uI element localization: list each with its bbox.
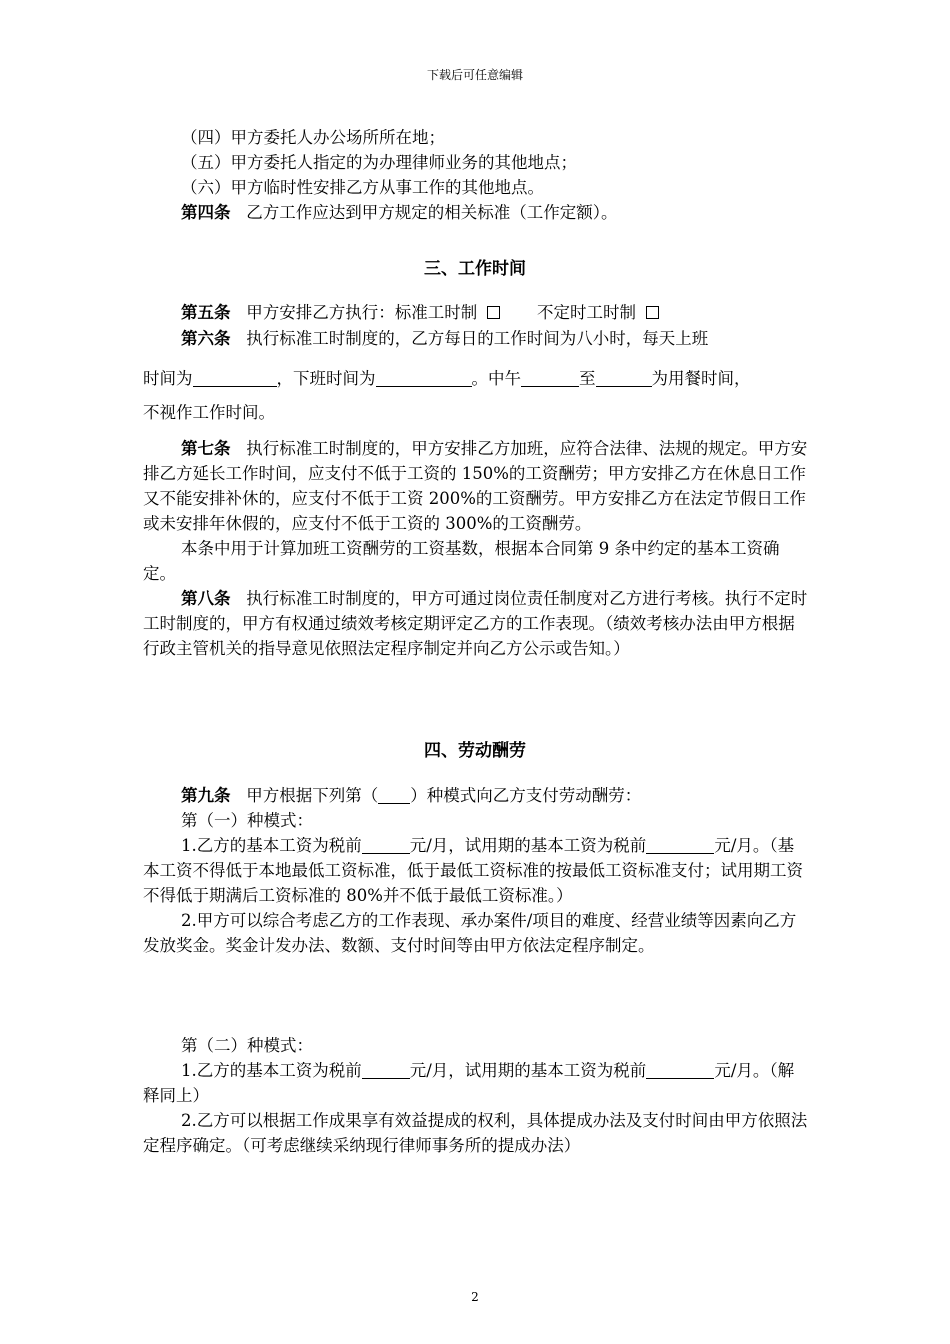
article-label: 第七条 [181, 439, 231, 458]
text-segment: ，下班时间为 [276, 369, 376, 388]
article-7-note: 本条中用于计算加班工资酬劳的工资基数，根据本合同第 9 条中约定的基本工资确定。 [143, 539, 780, 583]
text-segment: 。中午 [471, 369, 521, 388]
text-segment: 不视作工作时间。 [143, 403, 275, 422]
text-segment: 1.乙方的基本工资为税前 [181, 1061, 362, 1080]
mode-1-title: 第（一）种模式： [181, 811, 313, 830]
flexible-hours-checkbox[interactable] [646, 306, 659, 319]
text-segment: 时间为 [143, 369, 193, 388]
article-6-line3 [143, 400, 808, 425]
article-label: 第五条 [181, 303, 231, 322]
section-title-remuneration: 四、劳动酬劳 [424, 741, 526, 761]
option-label: 不定时工时制 [536, 303, 636, 322]
article-7 [143, 436, 808, 661]
base-salary-blank[interactable] [362, 1060, 410, 1079]
section-title-work-time: 三、工作时间 [424, 259, 526, 279]
list-item: （五）甲方委托人指定的为办理律师业务的其他地点； [181, 153, 577, 172]
list-item: （四）甲方委托人办公场所所在地； [181, 128, 445, 147]
article-8-text: 执行标准工时制度的，甲方可通过岗位责任制度对乙方进行考核。执行不定时工时制度的，甲方有权通过绩效考核定期评定乙方的工作表现。（绩效考核办法由甲方根据行政主管机关的指导意见依照法定程序制定并向乙方公示或告知。） [143, 589, 808, 658]
text-segment: 元/月，试用期的基本工资为税前 [409, 836, 647, 855]
article-text: 执行标准工时制度的，甲方安排乙方加班，应符合法律、法规的规定。甲方安排乙方延长工作时间，应支付不低于工资的 150%的工资酬劳；甲方安排乙方在休息日工作又不能安排补休的，应支付不低于工资 200%的工资酬劳。甲方安排乙方在法定节假日工作或未安排年休假的，应支付不低于工资的 300%的工资酬劳。 [143, 439, 808, 533]
mode-2-commission: 2.乙方可以根据工作成果享有效益提成的权利，具体提成办法及支付时间由甲方依照法定程序确定。（可考虑继续采纳现行律师事务所的提成办法） [143, 1111, 808, 1155]
article-6 [143, 326, 808, 351]
article-9 [143, 783, 808, 958]
mode-2 [143, 1033, 808, 1158]
text-segment: 元/月。（解释同上） [143, 1061, 795, 1105]
article-label: 第九条 [181, 786, 231, 805]
text-segment: 甲方根据下列第（ [246, 786, 379, 805]
probation-salary-blank[interactable] [646, 1060, 714, 1079]
text-segment: 元/月，试用期的基本工资为税前 [409, 1061, 647, 1080]
list-item: （六）甲方临时性安排乙方从事工作的其他地点。 [181, 178, 544, 197]
text-segment: 至 [579, 369, 596, 388]
base-salary-blank[interactable] [362, 835, 410, 854]
mode-2-title: 第（二）种模式： [181, 1036, 313, 1055]
end-time-blank[interactable] [376, 368, 472, 387]
text-segment: 1.乙方的基本工资为税前 [181, 836, 362, 855]
work-location-list [143, 125, 808, 225]
article-6-line2 [143, 366, 808, 391]
lunch-start-blank[interactable] [521, 368, 579, 387]
article-label: 第八条 [181, 589, 231, 608]
article-text: 执行标准工时制度的，乙方每日的工作时间为八小时，每天上班 [246, 329, 709, 348]
article-text: 甲方安排乙方执行：标准工时制 [246, 303, 478, 322]
mode-number-blank[interactable] [378, 785, 410, 804]
article-label: 第六条 [181, 329, 231, 348]
page-header: 下载后可任意编辑 [426, 68, 523, 82]
lunch-end-blank[interactable] [596, 368, 652, 387]
probation-salary-blank[interactable] [646, 835, 714, 854]
text-segment: 元/月。（基本工资不得低于本地最低工资标准，低于最低工资标准的按最低工资标准支付；试用期工资不得低于期满后工资标准的 80%并不低于最低工资标准。） [143, 836, 803, 905]
article-label: 第四条 [181, 203, 231, 222]
article-5 [143, 300, 808, 325]
mode-1-bonus: 2.甲方可以综合考虑乙方的工作表现、承办案件/项目的难度、经营业绩等因素向乙方发放奖金。奖金计发办法、数额、支付时间等由甲方依法定程序制定。 [143, 911, 797, 955]
text-segment: 为用餐时间， [651, 369, 751, 388]
standard-hours-checkbox[interactable] [487, 306, 500, 319]
article-text: 乙方工作应达到甲方规定的相关标准（工作定额）。 [246, 203, 618, 222]
start-time-blank[interactable] [193, 368, 277, 387]
page-number: 2 [471, 1290, 479, 1304]
text-segment: ）种模式向乙方支付劳动酬劳： [410, 786, 642, 805]
article-4 [143, 200, 808, 225]
